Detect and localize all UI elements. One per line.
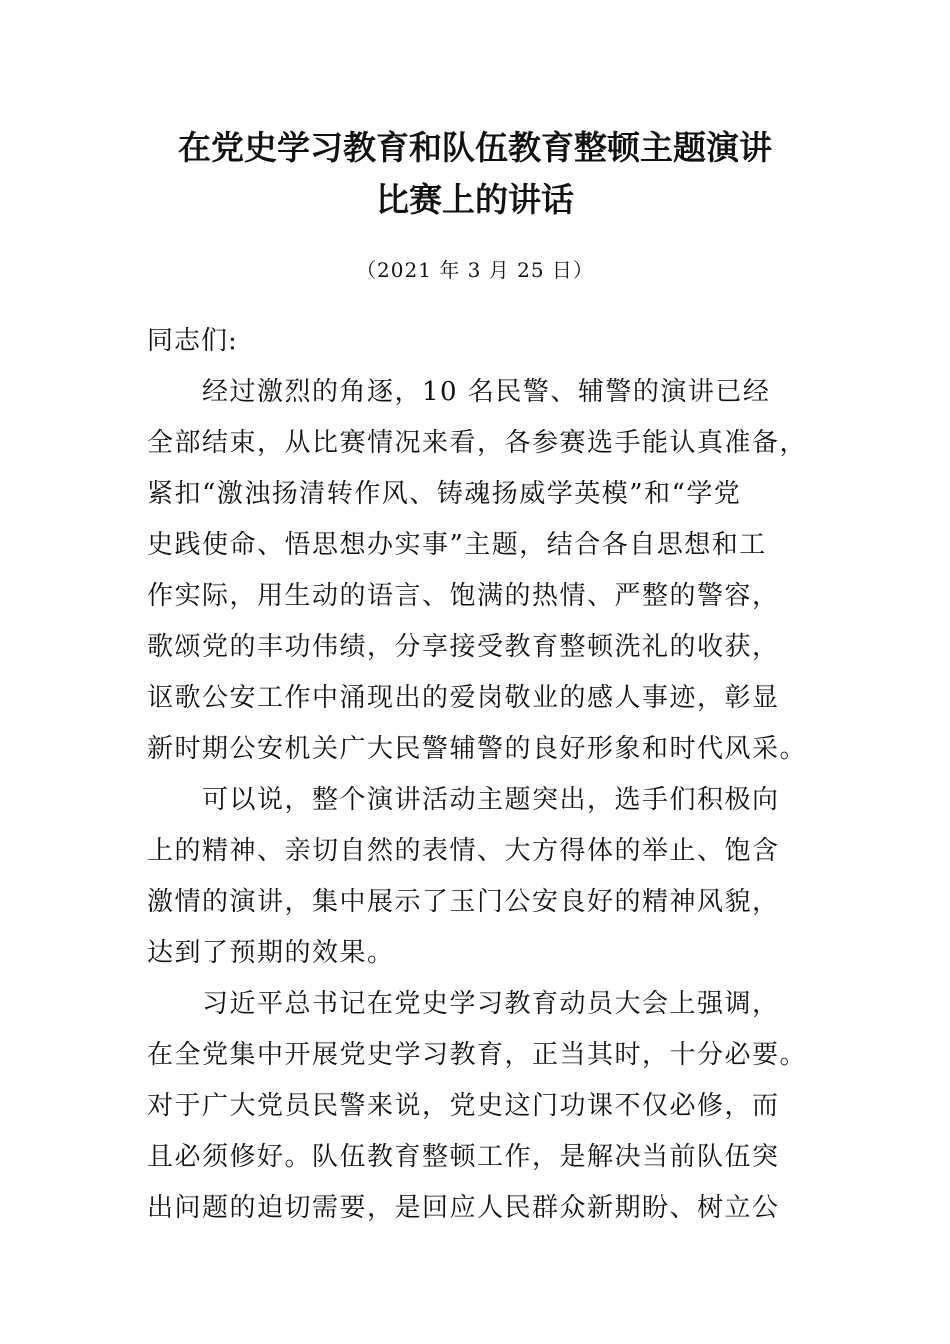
body-line: 经过激烈的角逐，10 名民警、辅警的演讲已经	[147, 377, 771, 407]
document-title-line-2: 比赛上的讲话	[376, 180, 574, 219]
body-line: 歌颂党的丰功伟绩，分享接受教育整顿洗礼的收获，	[147, 632, 780, 662]
body-line: 对于广大党员民警来说，党史这门功课不仅必修，而	[147, 1091, 780, 1121]
body-line: 且必须修好。队伍教育整顿工作，是解决当前队伍突	[147, 1142, 780, 1172]
body-line: 可以说，整个演讲活动主题突出，选手们积极向	[147, 785, 780, 815]
body-line: 全部结束，从比赛情况来看，各参赛选手能认真准备，	[147, 428, 808, 458]
body-line: 达到了预期的效果。	[147, 938, 395, 968]
salutation: 同志们:	[147, 326, 238, 356]
body-line: 上的精神、亲切自然的表情、大方得体的举止、饱含	[147, 836, 780, 866]
document-body	[147, 316, 827, 1234]
document-title-line-1: 在党史学习教育和队伍教育整顿主题演讲	[178, 128, 772, 167]
body-line: 出问题的迫切需要，是回应人民群众新期盼、树立公	[147, 1193, 780, 1223]
body-line: 紧扣“激浊扬清转作风、铸魂扬威学英模”和“学党	[147, 479, 742, 509]
document-date: （2021 年 3 月 25 日）	[356, 258, 594, 282]
body-line: 新时期公安机关广大民警辅警的良好形象和时代风采。	[147, 734, 808, 764]
body-line: 习近平总书记在党史学习教育动员大会上强调，	[147, 989, 780, 1019]
body-line: 作实际，用生动的语言、饱满的热情、严整的警容，	[147, 581, 780, 611]
body-line: 史践使命、悟思想办实事”主题，结合各自思想和工	[147, 530, 767, 560]
body-line: 讴歌公安工作中涌现出的爱岗敬业的感人事迹，彰显	[147, 683, 780, 713]
body-line: 在全党集中开展党史学习教育，正当其时，十分必要。	[147, 1040, 808, 1070]
body-line: 激情的演讲，集中展示了玉门公安良好的精神风貌，	[147, 887, 780, 917]
